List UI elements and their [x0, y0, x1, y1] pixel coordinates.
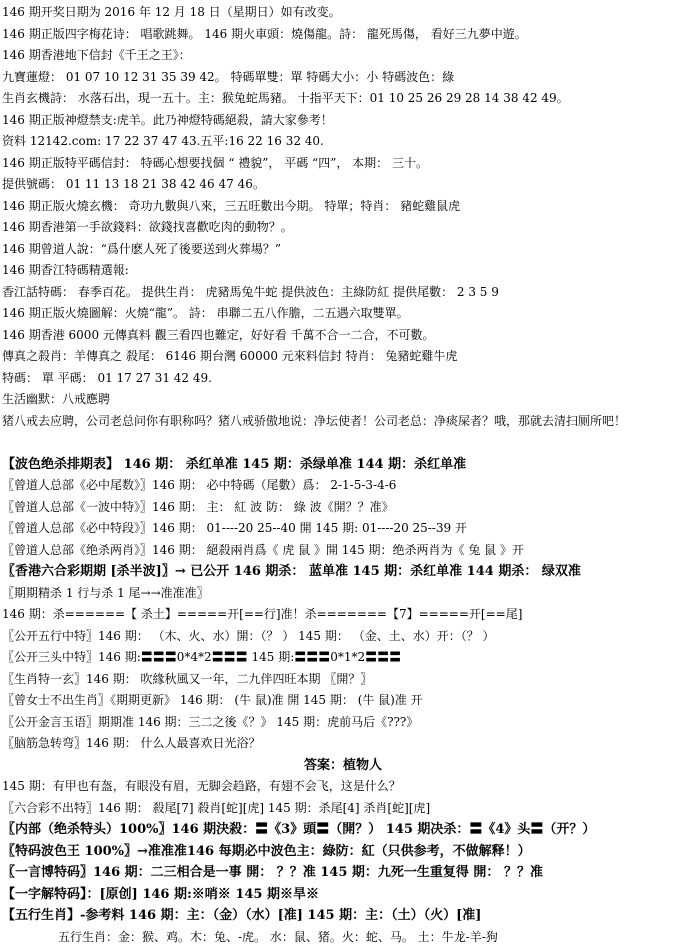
one-wave-line: 〖曾道人总部《一波中特》〗146 期： 主： 紅 波 防： 綠 波《開？？准》: [2, 497, 684, 519]
kill-half-wave-line: 〖香港六合彩期期 [杀半波]〗→ 已公开 146 期杀： 蓝单准 145 期：杀红单准 144 期杀： 绿双准: [2, 561, 684, 583]
five-elements-line: 〖公开五行中特〗146 期： （木、火、水）開：（？ ） 145 期： （金、土、水）开：（？ ）: [2, 626, 684, 648]
fax-material-line: 146 期香港 6000 元傳真料 觀三看四也難定，好好看 千萬不合一二合，不可數。: [2, 325, 684, 347]
xiangjiang-report-line: 146 期香江特碼精選報:: [2, 260, 684, 282]
first-hand-tip-line: 146 期香港第一手欲錢料：欲錢找喜歡吃肉的動物？。: [2, 217, 684, 239]
humor-title-line: 生活幽默：八戒應聘: [2, 389, 684, 411]
golden-words-line: 〖公开金言玉语〗期期准 146 期：三二之後《？》 145 期：虎前马后《???》: [2, 712, 684, 734]
kill-row-tail-title-line: 〖期期精杀 1 行与杀 1 尾→→准准准〗: [2, 583, 684, 605]
xiangjiang-tip-line: 香江話特碼： 春季百花。 提供生肖： 虎豬馬兔牛蛇 提供波色：主綠防紅 提供尾數： 2 3 5 9: [2, 282, 684, 304]
five-element-zodiac-line: 【五行生肖】-参考料 146 期：主：（金）（水）[准] 145 期：主：（土）（火）[准]: [2, 905, 684, 927]
lamp-ban-line: 146 期正版神燈禁支:虎羊。此乃神燈特碼絕殺，請大家參考！: [2, 110, 684, 132]
taoist-saying-line: 146 期曾道人說：“爲什麽人死了後要送到火葬場？”: [2, 239, 684, 261]
source-numbers-line: 资料 12142.com: 17 22 37 47 43.五平:16 22 16 32 40.: [2, 131, 684, 153]
no-special-line: 〖六合彩不出特〗146 期： 殺尾[7] 殺肖[蛇][虎] 145 期：杀尾[4] 杀肖[蛇][虎]: [2, 798, 684, 820]
madam-zeng-line: 〖曾女士不出生肖〗《期期更新》 146 期： (牛 鼠)准 開 145 期： (牛 鼠)准 开: [2, 690, 684, 712]
five-element-zodiac-list: 五行生肖：金：猴、鸡。木：兔、-虎。 水：鼠、猪。火：蛇、马。 土：牛龙-羊-狗: [2, 927, 684, 948]
must-section-line: 〖曾道人总部《必中特段》〗146 期： 01----20 25--40 開 145 期: 01----20 25--39 开: [2, 518, 684, 540]
underground-envelope-line: 146 期香港地下信封《千王之王》：: [2, 45, 684, 67]
fax-kill-line: 傳真之殺肖：羊傳真之 殺尾： 6146 期台灣 60000 元來料信封 特肖： 兔豬蛇雞牛虎: [2, 346, 684, 368]
plum-poem-line: 146 期正版四字梅花诗： 唱歌跳舞。 146 期火車頭：燒傷龍。詩： 龍死馬傷， 看好三九夢中遊。: [2, 24, 684, 46]
zodiac-riddle-line: 生肖玄機詩： 水落石出，現一五十。主：猴兔蛇馬豬。 十指平天下：01 10 25 26 29 28 14 38 42 49。: [2, 88, 684, 110]
fire-mystery-line: 146 期正版火燒玄機： 奇功九數與八來，三五旺數出今期。 特單；特肖： 豬蛇雞鼠虎: [2, 196, 684, 218]
must-tail-line: 〖曾道人总部《必中尾数》〗146 期： 必中特碼（尾數）爲： 2-1-5-3-4-6: [2, 475, 684, 497]
wave-color-schedule-line: 【波色绝杀排期表】 146 期： 杀红单准 145 期：杀绿单准 144 期：杀红单准: [2, 454, 684, 476]
one-char-solution-line: 【一字解特码】：[原创] 146 期:※哨※ 145 期※旱※: [2, 884, 684, 906]
teaser-answer-line: 答案：植物人: [2, 755, 684, 777]
draw-date-line: 146 期开奖日期为 2016 年 12 月 18 日（星期日）如有改变。: [2, 2, 684, 24]
one-word-bet-line: 〖一言博特码〗146 期：二三相合是一事 開： ？？准 145 期：九死一生重复得 開： ？？准: [2, 862, 684, 884]
provided-numbers-line: 提供號碼： 01 11 13 18 21 38 42 46 47 46。: [2, 174, 684, 196]
kill-row-tail-line: 146 期：杀======【 杀土】=====开[==行]准！杀=======【7】=====开[==尾]: [2, 604, 684, 626]
kill-two-zodiac-line: 〖曾道人总部《绝杀两肖》〗146 期： 絕殺兩肖爲《 虎 鼠 》開 145 期：绝杀两肖为《 兔 鼠 》开: [2, 540, 684, 562]
lotus-lamp-numbers-line: 九寶蓮燈： 01 07 10 12 31 35 39 42。 特碼單雙：單 特碼大小：小 特碼波色：綠: [2, 67, 684, 89]
brain-teaser-line: 〖脑筋急转弯〗146 期： 什么人最喜欢日光浴？: [2, 733, 684, 755]
special-envelope-line: 146 期正版特平碼信封： 特碼心想要找個 “ 禮貌”， 平碼 “四”， 本期： 三十。: [2, 153, 684, 175]
fire-diagram-line: 146 期正版火燒圖解：火燒“龍”。 詩： 串聯二五八作膽，二五遇六取雙單。: [2, 303, 684, 325]
special-flat-numbers-line: 特碼： 單 平碼： 01 17 27 31 42 49.: [2, 368, 684, 390]
zodiac-mystery-line: 〖生肖特一玄〗146 期： 吹緣秋風又一年，二九伴四旺本期 〖開？〗: [2, 669, 684, 691]
riddle-145-line: 145 期：有甲也有盔，有眼没有眉，无脚会趋路，有翅不会飞，这是什么？: [2, 776, 684, 798]
three-heads-line: 〖公开三头中特〗146 期:〓〓〓0*4*2〓〓〓 145 期:〓〓〓0*1*2〓〓〓: [2, 647, 684, 669]
internal-kill-head-line: 〖内部（绝杀特头）100%〗146 期決殺：〓《3》頭〓（開？） 145 期决杀：〓《4》头〓（开？）: [2, 819, 684, 841]
humor-story-text: 猪八戒去应聘，公司老总问你有职称吗？猪八戒骄傲地说：净坛使者！公司老总：净痰屎者？哦，那就去清扫厕所吧！: [2, 411, 684, 454]
wave-king-line: 〖特码波色王 100%〗→准准准146 每期必中波色主：綠防：紅（只供参考，不做解释！）: [2, 841, 684, 863]
